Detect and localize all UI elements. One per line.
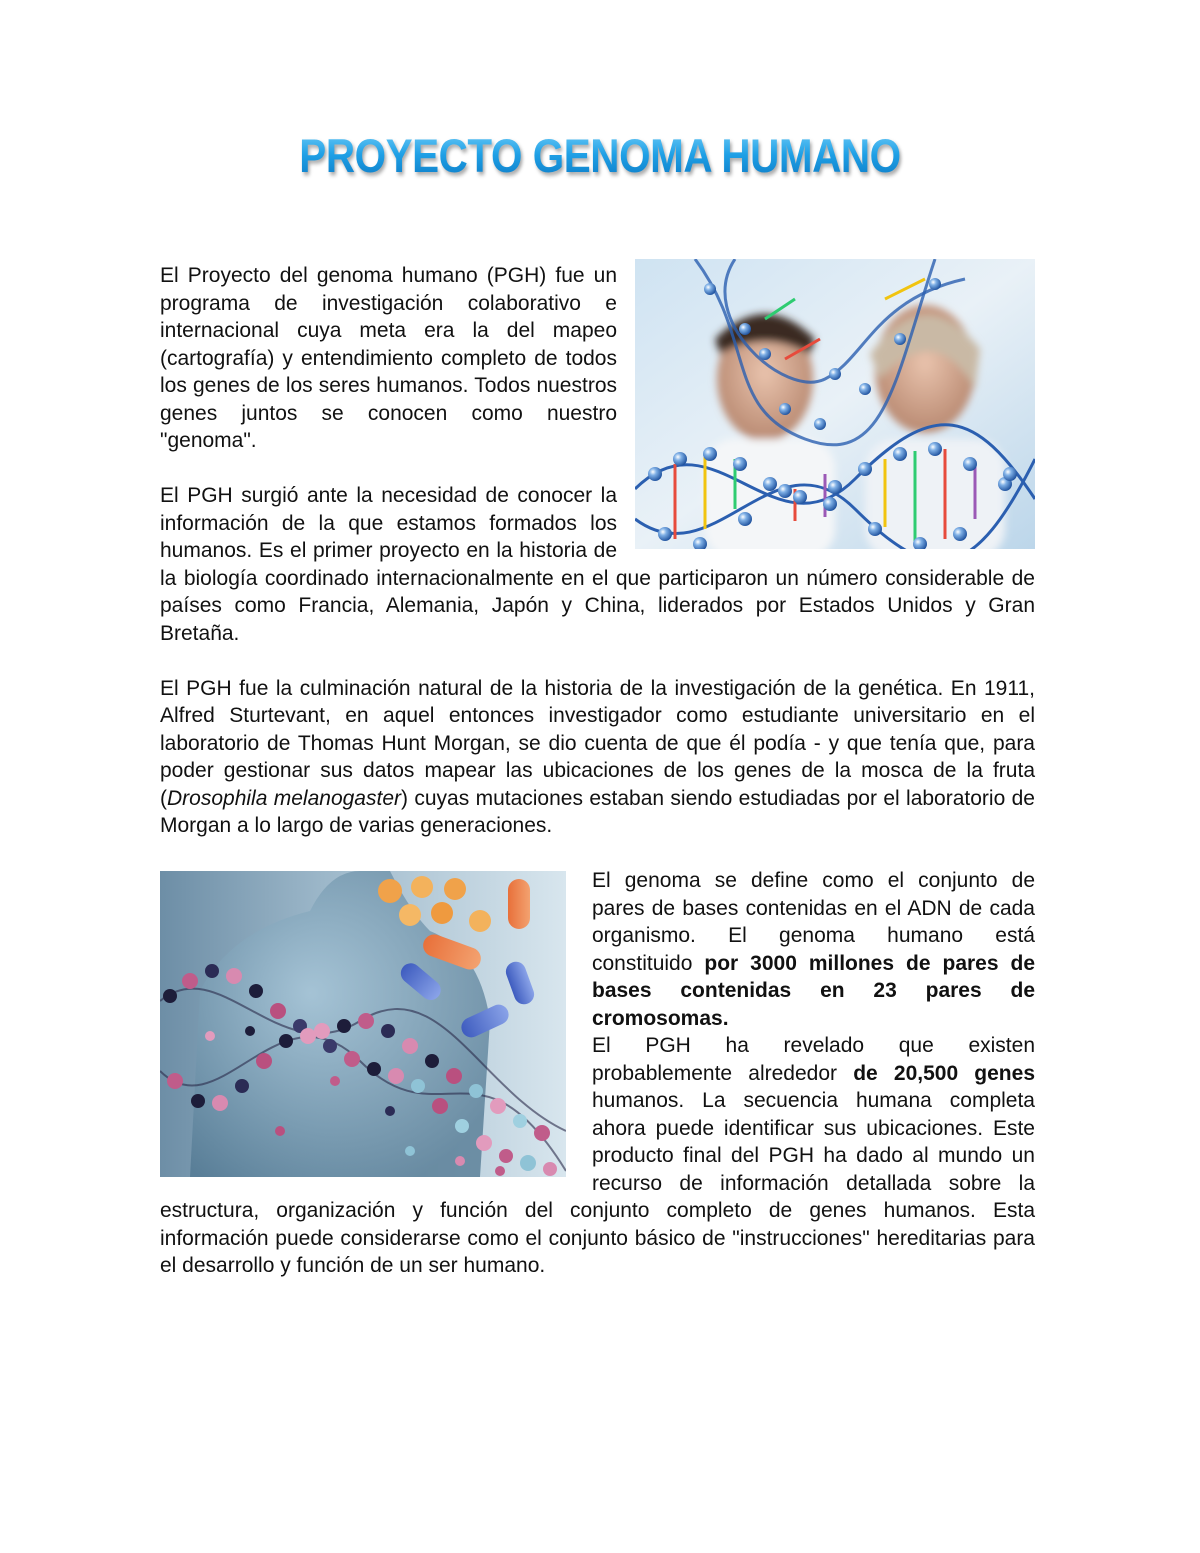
- paragraph-1: El Proyecto del genoma humano (PGH) fue un programa de investigación colaborativo e internacional cuya meta era la del mapeo (cartografía) y entendimiento completo de todos los genes de los seres humanos. Todos nuestros genes juntos se conocen como nuestro "genoma".: [160, 264, 617, 452]
- base-pairs-highlight: por 3000 millones de pares de bases contenidas en 23 pares de cromosomas.: [592, 951, 1035, 1030]
- scientists-dna-photo: [635, 259, 1035, 549]
- document-body: [160, 262, 1035, 1280]
- paragraph-3: El PGH fue la culminación natural de la historia de la investigación de la genética. En 1911, Alfred Sturtevant, en aquel entonces investigador como estudiante universitario en el laboratorio de Thomas Hunt Morgan, se dio cuenta de que él podía - y que tenía que, para poder gestionar sus datos mapear las ubicaciones de los genes de la mosca de la fruta (Drosophila melanogaster) cuyas mutaciones estaban siendo estudiadas por el laboratorio de Morgan a lo largo de varias generaciones.: [160, 676, 1035, 837]
- paragraph-2: El PGH surgió ante la necesidad de conocer la información de la que estamos formados los humanos. Es el primer proyecto en la historia de la biología coordinado internacionalmente en el que participaron un número considerable de países como Francia, Alemania, Japón y China, liderados por Estados Unidos y Gran Bretaña.: [160, 484, 1035, 645]
- genes-count-highlight: de 20,500 genes: [853, 1061, 1035, 1085]
- page-title: PROYECTO GENOMA HUMANO: [222, 128, 979, 183]
- paragraph-4: El genoma se define como el conjunto de pares de bases contenidas en el ADN de cada organismo. El genoma humano está constituido por 3000 millones de pares de bases contenidas en 23 pares de cromosomas.: [592, 869, 1035, 1030]
- species-name: Drosophila melanogaster: [167, 786, 401, 810]
- dna-capsules-illustration: [160, 871, 566, 1177]
- paragraph-5: El PGH ha revelado que existen probablemente alrededor de 20,500 genes humanos. La secuencia humana completa ahora puede identificar sus ubicaciones. Este producto final del PGH ha dado al mundo un recurso de información detallada sobre la estructura, organización y función del conjunto completo de genes humanos. Esta información puede considerarse como el conjunto básico de "instrucciones" hereditarias para el desarrollo y función de un ser humano.: [160, 1034, 1035, 1277]
